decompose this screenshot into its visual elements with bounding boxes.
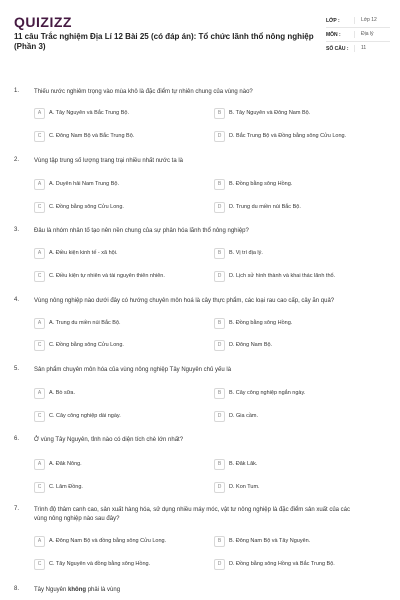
option-c[interactable] — [34, 558, 150, 570]
question-text: Ở vùng Tây Nguyên, tỉnh nào có diện tích chè lớn nhất? — [34, 437, 184, 443]
option-c[interactable] — [34, 481, 83, 493]
option-letter: B — [214, 388, 225, 399]
option-letter: C — [34, 340, 45, 351]
question-number: 6. — [14, 436, 20, 442]
option-b[interactable] — [214, 535, 310, 547]
option-letter: C — [34, 411, 45, 422]
option-d[interactable] — [214, 558, 335, 570]
option-text: C. Cây công nghiệp dài ngày. — [49, 413, 121, 419]
question-text — [34, 586, 364, 595]
question-text: Thiếu nước nghiêm trọng vào mùa khô là đặc điểm tự nhiên chung của vùng nào? — [34, 89, 253, 95]
option-b[interactable] — [214, 178, 292, 190]
option-d[interactable] — [214, 130, 346, 142]
option-text: D. Lịch sử hình thành và khai thác lãnh thổ. — [229, 273, 336, 279]
option-a[interactable] — [34, 107, 129, 119]
option-letter: A — [34, 388, 45, 399]
option-c[interactable] — [34, 339, 124, 351]
question-text-pre: Tây Nguyên — [34, 587, 69, 593]
option-c[interactable] — [34, 130, 134, 142]
question-text: Vùng nông nghiệp nào dưới đây có hướng chuyên môn hoá là cây thực phẩm, các loại rau cao cấp, cây ăn quả? — [34, 298, 335, 304]
option-c[interactable] — [34, 201, 124, 213]
option-text: C. Đồng bằng sông Cửu Long. — [49, 342, 124, 348]
option-text: A. Bò sữa. — [49, 390, 75, 396]
option-a[interactable] — [34, 387, 75, 399]
option-letter: B — [214, 459, 225, 470]
meta-label: MÔN : — [326, 32, 341, 38]
question-text: Vùng tập trung số lượng trang trại nhiều nhất nước ta là — [34, 158, 183, 164]
option-text: B. Cây công nghiệp ngắn ngày. — [229, 390, 306, 396]
option-a[interactable] — [34, 535, 166, 547]
option-b[interactable] — [214, 107, 310, 119]
option-letter: C — [34, 271, 45, 282]
option-text: A. Đông Nam Bộ và đồng bằng sông Cửu Long. — [49, 538, 167, 544]
question-number: 3. — [14, 227, 20, 233]
option-letter: A — [34, 248, 45, 259]
question-text-emphasis: không — [68, 587, 87, 593]
meta-label: LỚP : — [326, 18, 340, 24]
option-letter: B — [214, 108, 225, 119]
option-letter: C — [34, 202, 45, 213]
option-letter: D — [214, 482, 225, 493]
option-text: D. Kon Tum. — [229, 484, 260, 490]
option-a[interactable] — [34, 247, 117, 259]
option-letter: B — [214, 248, 225, 259]
option-b[interactable] — [214, 317, 292, 329]
option-letter: D — [214, 202, 225, 213]
meta-value: Lớp 12 — [354, 17, 390, 24]
option-b[interactable] — [214, 247, 263, 259]
option-letter: D — [214, 131, 225, 142]
option-letter: C — [34, 482, 45, 493]
logo-text: QUIZIZZ — [14, 14, 72, 30]
option-text: B. Đồng bằng sông Hồng. — [229, 181, 293, 187]
option-text: A. Đăk Nông. — [49, 461, 82, 467]
option-text: D. Trung du miền núi Bắc Bộ. — [229, 204, 301, 210]
question-number: 4. — [14, 297, 20, 303]
option-text: B. Đông Nam Bộ và Tây Nguyên. — [229, 538, 311, 544]
option-c[interactable] — [34, 270, 165, 282]
option-letter: D — [214, 559, 225, 570]
option-letter: D — [214, 271, 225, 282]
option-letter: D — [214, 340, 225, 351]
question-number: 1. — [14, 88, 20, 94]
option-letter: A — [34, 536, 45, 547]
question-number: 5. — [14, 366, 20, 372]
question-number: 7. — [14, 506, 20, 512]
option-text: C. Đông Nam Bộ và Bắc Trung Bộ. — [49, 133, 135, 139]
option-text: D. Đồng bằng sông Hồng và Bắc Trung Bộ. — [229, 561, 335, 567]
option-text: A. Duyên hải Nam Trung Bộ. — [49, 181, 120, 187]
option-text: D. Bắc Trung Bộ và Đồng bằng sông Cửu Long. — [229, 133, 347, 139]
option-text: B. Vị trí địa lý. — [229, 250, 263, 256]
option-text: D. Đông Nam Bộ. — [229, 342, 273, 348]
option-letter: D — [214, 411, 225, 422]
worksheet-meta — [326, 14, 390, 55]
meta-row-subject — [326, 28, 390, 42]
meta-value: Địa lý — [354, 31, 390, 38]
option-d[interactable] — [214, 481, 260, 493]
worksheet-title: 11 câu Trắc nghiệm Địa Lí 12 Bài 25 (có đáp án): Tổ chức lãnh thổ nông nghiệp (Phần 3) — [14, 32, 314, 51]
question-number: 2. — [14, 157, 20, 163]
option-d[interactable] — [214, 339, 272, 351]
option-d[interactable] — [214, 201, 301, 213]
option-letter: A — [34, 459, 45, 470]
option-c[interactable] — [34, 410, 121, 422]
option-letter: B — [214, 318, 225, 329]
meta-row-class — [326, 14, 390, 28]
option-text: A. Điều kiện kinh tế - xã hội. — [49, 250, 118, 256]
option-letter: B — [214, 536, 225, 547]
worksheet-header — [0, 0, 400, 78]
option-b[interactable] — [214, 387, 305, 399]
question-text: Trình độ thâm canh cao, sản xuất hàng hóa, sử dụng nhiều máy móc, vật tư nông nghiệp là đặc điểm sản xuất của các vùng nông nghiệp nào sau đây? — [34, 507, 351, 522]
option-letter: C — [34, 559, 45, 570]
option-a[interactable] — [34, 458, 82, 470]
question-text: Sản phẩm chuyên môn hóa của vùng nông nghiệp Tây Nguyên chủ yếu là — [34, 367, 232, 373]
option-b[interactable] — [214, 458, 257, 470]
option-letter: A — [34, 318, 45, 329]
option-d[interactable] — [214, 270, 335, 282]
meta-label: SỐ CÂU : — [326, 46, 349, 52]
option-text: B. Đồng bằng sông Hồng. — [229, 320, 293, 326]
option-letter: A — [34, 179, 45, 190]
option-letter: A — [34, 108, 45, 119]
question-text: Đâu là nhóm nhân tố tạo nên nền chung của sự phân hóa lãnh thổ nông nghiệp? — [34, 228, 249, 234]
option-letter: C — [34, 131, 45, 142]
meta-row-count — [326, 42, 390, 55]
option-text: C. Đồng bằng sông Cửu Long. — [49, 204, 124, 210]
question-number: 8. — [14, 586, 20, 592]
option-text: C. Tây Nguyên và đồng bằng sông Hồng. — [49, 561, 151, 567]
option-letter: B — [214, 179, 225, 190]
option-text: C. Điều kiện tự nhiên và tài nguyên thiên nhiên. — [49, 273, 165, 279]
option-text: B. Đăk Lăk. — [229, 461, 258, 467]
option-text: A. Trung du miền núi Bắc Bộ. — [49, 320, 121, 326]
option-text: D. Gia cầm. — [229, 413, 259, 419]
option-text: A. Tây Nguyên và Bắc Trung Bộ. — [49, 110, 129, 116]
option-text: C. Lâm Đồng. — [49, 484, 83, 490]
option-a[interactable] — [34, 317, 121, 329]
option-text: B. Tây Nguyên và Đông Nam Bộ. — [229, 110, 311, 116]
quizizz-logo[interactable] — [14, 14, 72, 30]
question-text-post: phải là vùng — [86, 587, 121, 593]
option-d[interactable] — [214, 410, 258, 422]
option-a[interactable] — [34, 178, 119, 190]
meta-value: 11 — [354, 45, 390, 52]
